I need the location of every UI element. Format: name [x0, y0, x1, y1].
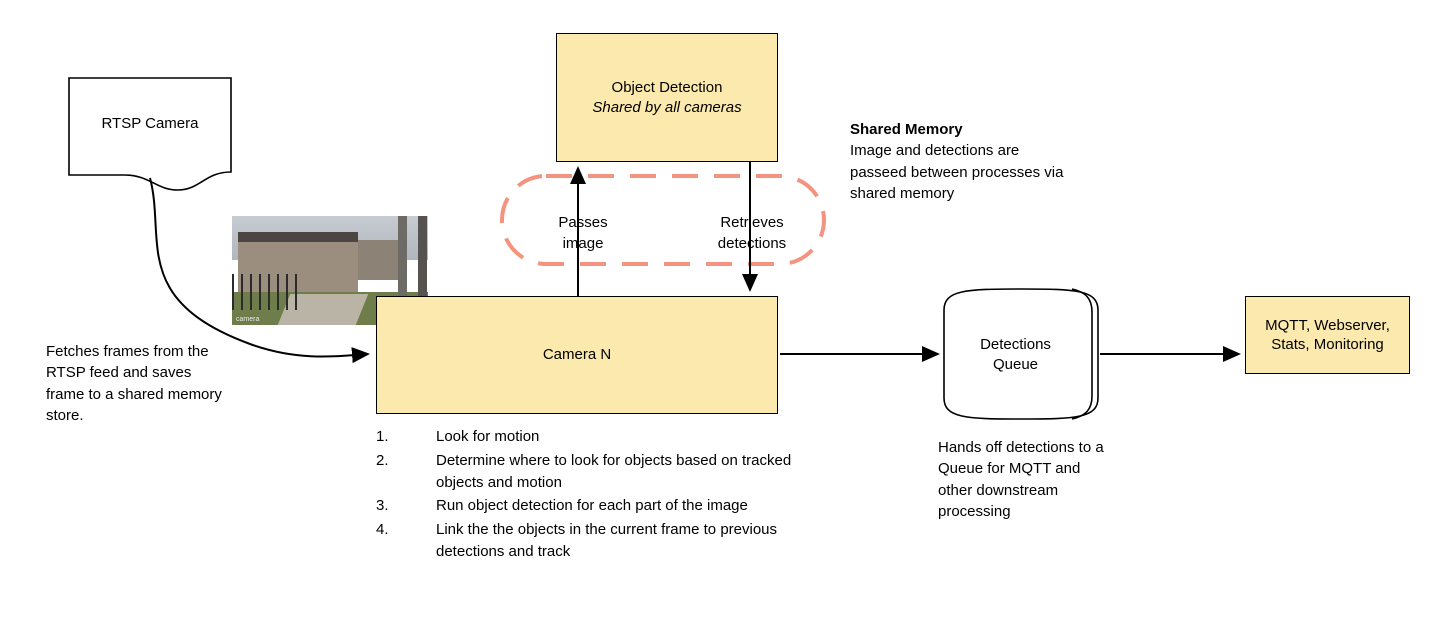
- object-detection-title: Object Detection: [611, 79, 723, 97]
- step-number: 3.: [376, 497, 389, 515]
- detections-queue-label: [943, 335, 1088, 374]
- camera-n-step-item: [376, 519, 796, 563]
- note-shared-memory: [850, 119, 1065, 204]
- thumbnail-watermark: camera: [236, 316, 260, 323]
- rtsp-camera-label: RTSP Camera: [101, 115, 199, 132]
- detections-queue-line1: Detections: [980, 336, 1051, 353]
- step-number: 1.: [376, 428, 389, 445]
- step-text: Run object detection for each part of the image: [436, 497, 748, 515]
- node-camera-n: [376, 296, 778, 414]
- mqtt-line1: MQTT, Webserver,: [1265, 316, 1390, 334]
- camera-n-step-item: [376, 495, 796, 517]
- camera-n-steps: [376, 426, 796, 563]
- mqtt-line2: Stats, Monitoring: [1271, 336, 1384, 353]
- step-number: 2.: [376, 451, 389, 469]
- object-detection-subtitle: Shared by all cameras: [592, 98, 742, 116]
- node-mqtt-webserver: [1245, 296, 1410, 374]
- thumbnail-fence: [232, 274, 298, 310]
- shared-memory-title: Shared Memory: [850, 121, 963, 138]
- edge-label-passes-image: [540, 212, 626, 255]
- retrieves-line1: Retrieves: [720, 214, 784, 231]
- camera-n-label: Camera N: [542, 346, 612, 364]
- retrieves-line2: detections: [717, 235, 787, 253]
- node-rtsp-camera: [68, 77, 232, 189]
- edge-label-retrieves-detections: [697, 212, 807, 255]
- passes-image-line1: Passes: [558, 214, 608, 231]
- detections-queue-line2: Queue: [992, 355, 1039, 373]
- step-number: 4.: [376, 521, 389, 538]
- node-object-detection: [556, 33, 778, 162]
- step-text: Determine where to look for objects based on tracked objects and motion: [436, 451, 792, 491]
- camera-n-steps-list: [376, 426, 796, 565]
- note-queue-handoff: Hands off detections to a Queue for MQTT and other downstream processing: [938, 439, 1104, 520]
- note-fetches-frames: Fetches frames from the RTSP feed and saves frame to a shared memory store.: [46, 343, 222, 424]
- step-text: Look for motion: [436, 428, 540, 445]
- node-detections-queue: [943, 288, 1103, 419]
- shared-memory-body: Image and detections are passeed between processes via shared memory: [850, 142, 1064, 202]
- passes-image-line2: image: [562, 235, 604, 253]
- camera-n-step-item: [376, 450, 796, 494]
- step-text: Link the the objects in the current frame to previous detections and track: [436, 521, 778, 560]
- camera-n-step-item: [376, 426, 796, 448]
